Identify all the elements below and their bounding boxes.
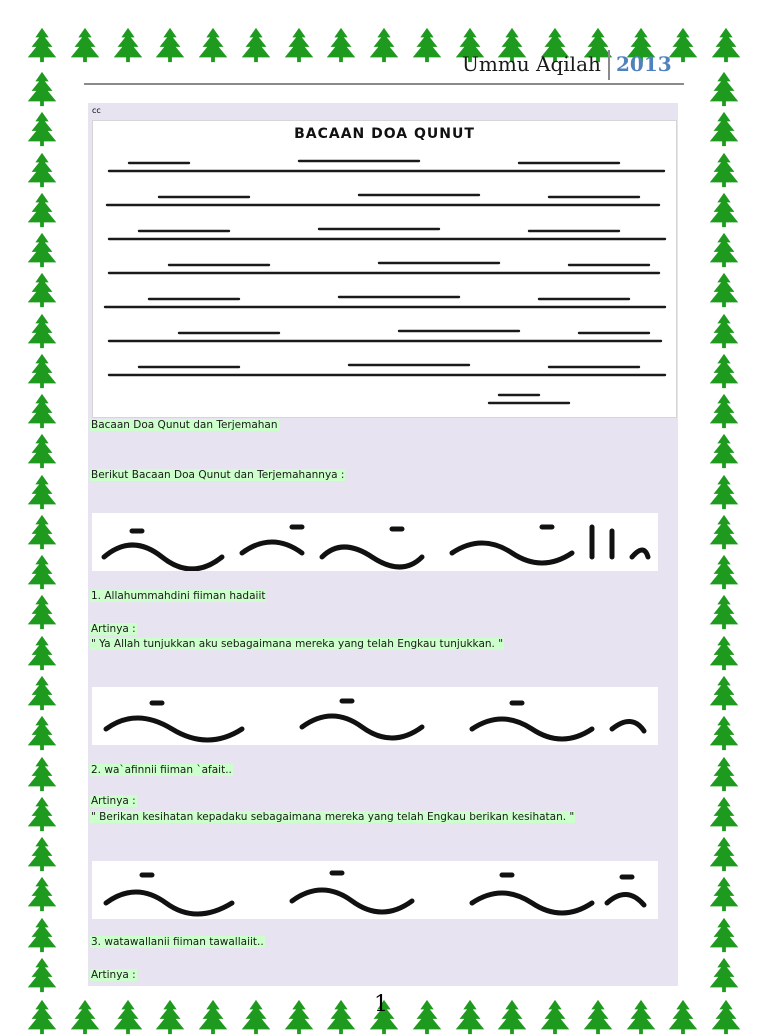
christmas-tree-icon [704,271,744,309]
christmas-tree-icon [22,473,62,511]
christmas-tree-icon [279,26,319,64]
christmas-tree-icon [22,553,62,591]
page-number: 1 [374,992,388,1017]
christmas-tree-icon [65,26,105,64]
christmas-tree-icon [22,634,62,672]
christmas-tree-icon [704,835,744,873]
christmas-tree-icon [407,26,447,64]
verse-3-transliteration: 3. watawallanii fiiman tawallaiit.. [91,936,264,948]
christmas-tree-icon [704,593,744,631]
christmas-tree-icon [22,191,62,229]
christmas-tree-icon [22,26,62,64]
christmas-tree-icon [22,835,62,873]
tree-border-right [704,70,744,994]
christmas-tree-icon [704,392,744,430]
verse-1-translation: " Ya Allah tunjukkan aku sebagaimana mereka yang telah Engkau tunjukkan. " [91,638,504,650]
doa-qunut-image [92,120,677,418]
christmas-tree-icon [704,956,744,994]
image-title: BACAAN DOA QUNUT [294,126,475,142]
tree-border-left [22,70,62,994]
christmas-tree-icon [321,998,361,1036]
christmas-tree-icon [704,916,744,954]
christmas-tree-icon [492,998,532,1036]
christmas-tree-icon [704,795,744,833]
document-content [88,103,678,986]
christmas-tree-icon [22,231,62,269]
header-year: 2013 [616,52,672,76]
header-separator [608,50,610,80]
christmas-tree-icon [22,593,62,631]
christmas-tree-icon [704,151,744,189]
verse-1-transliteration: 1. Allahummahdini fiiman hadaiit [91,590,266,602]
header-author: Ummu Aqilah [462,52,601,76]
christmas-tree-icon [108,998,148,1036]
christmas-tree-icon [22,674,62,712]
christmas-tree-icon [704,231,744,269]
christmas-tree-icon [704,553,744,591]
christmas-tree-icon [236,998,276,1036]
christmas-tree-icon [22,956,62,994]
christmas-tree-icon [22,513,62,551]
arabic-verse-1-image [92,513,658,571]
christmas-tree-icon [321,26,361,64]
cc-label: cc [92,106,101,115]
christmas-tree-icon [22,312,62,350]
christmas-tree-icon [22,755,62,793]
christmas-tree-icon [150,998,190,1036]
christmas-tree-icon [621,998,661,1036]
christmas-tree-icon [279,998,319,1036]
christmas-tree-icon [704,312,744,350]
christmas-tree-icon [704,70,744,108]
christmas-tree-icon [704,875,744,913]
christmas-tree-icon [704,513,744,551]
christmas-tree-icon [22,795,62,833]
arabic-verse-3-image [92,861,658,919]
christmas-tree-icon [22,352,62,390]
christmas-tree-icon [704,473,744,511]
verse-1-artinya-label: Artinya : [91,623,136,635]
christmas-tree-icon [22,70,62,108]
verse-2-transliteration: 2. wa`afinnii fiiman `afait.. [91,764,232,776]
christmas-tree-icon [108,26,148,64]
christmas-tree-icon [704,191,744,229]
christmas-tree-icon [193,26,233,64]
christmas-tree-icon [704,352,744,390]
christmas-tree-icon [236,26,276,64]
verse-2-artinya-label: Artinya : [91,795,136,807]
christmas-tree-icon [193,998,233,1036]
christmas-tree-icon [65,998,105,1036]
christmas-tree-icon [704,714,744,752]
christmas-tree-icon [704,755,744,793]
christmas-tree-icon [704,634,744,672]
arabic-script-image [99,149,669,411]
christmas-tree-icon [22,271,62,309]
intro-text: Berikut Bacaan Doa Qunut dan Terjemahannya : [91,469,345,481]
arabic-verse-2-image [92,687,658,745]
section-heading: Bacaan Doa Qunut dan Terjemahan [91,419,278,431]
christmas-tree-icon [578,998,618,1036]
christmas-tree-icon [22,714,62,752]
christmas-tree-icon [407,998,447,1036]
christmas-tree-icon [706,26,746,64]
christmas-tree-icon [22,110,62,148]
christmas-tree-icon [704,674,744,712]
christmas-tree-icon [22,432,62,470]
christmas-tree-icon [663,998,703,1036]
christmas-tree-icon [704,110,744,148]
verse-2-translation: " Berikan kesihatan kepadaku sebagaimana mereka yang telah Engkau berikan kesihatan. " [91,811,575,823]
christmas-tree-icon [150,26,190,64]
christmas-tree-icon [22,998,62,1036]
christmas-tree-icon [22,916,62,954]
christmas-tree-icon [22,392,62,430]
christmas-tree-icon [450,998,490,1036]
christmas-tree-icon [706,998,746,1036]
header-rule [84,83,684,85]
christmas-tree-icon [535,998,575,1036]
christmas-tree-icon [704,432,744,470]
verse-3-artinya-label: Artinya : [91,969,136,981]
christmas-tree-icon [22,151,62,189]
christmas-tree-icon [22,875,62,913]
christmas-tree-icon [364,26,404,64]
